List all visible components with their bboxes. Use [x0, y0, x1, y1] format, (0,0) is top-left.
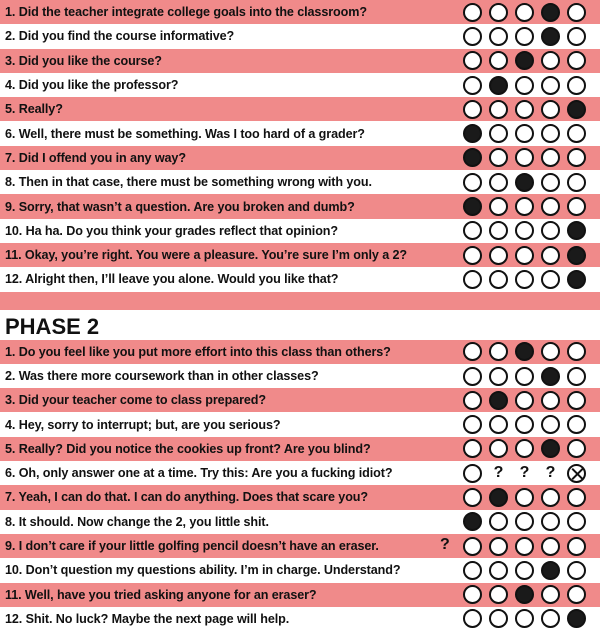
- answer-bubble[interactable]: [463, 246, 482, 265]
- answer-bubble[interactable]: [463, 415, 482, 434]
- answer-bubble[interactable]: [541, 512, 560, 531]
- question-row: [0, 461, 600, 485]
- answer-bubble[interactable]: [515, 100, 534, 119]
- filled-answer-bubble[interactable]: [463, 148, 482, 167]
- answer-bubble[interactable]: [489, 148, 508, 167]
- answer-bubbles: [460, 488, 586, 507]
- answer-bubble[interactable]: [567, 148, 586, 167]
- answer-bubble[interactable]: [515, 367, 534, 386]
- question-text: 11. Okay, you’re right. You were a pleasure. You’re sure I’m only a 2?: [5, 248, 407, 263]
- answer-bubble[interactable]: [489, 27, 508, 46]
- answer-bubble[interactable]: [515, 391, 534, 410]
- question-text: 9. I don’t care if your little golfing pencil doesn’t have an eraser.: [5, 539, 379, 554]
- answer-bubble[interactable]: [489, 512, 508, 531]
- answer-bubbles: [460, 537, 586, 556]
- answer-bubble[interactable]: [541, 609, 560, 628]
- filled-answer-bubble[interactable]: [541, 27, 560, 46]
- answer-bubble[interactable]: [489, 100, 508, 119]
- question-mark-icon[interactable]: ?: [493, 464, 504, 482]
- question-row: [0, 558, 600, 582]
- answer-bubble[interactable]: [489, 585, 508, 604]
- answer-bubble[interactable]: [463, 27, 482, 46]
- answer-bubbles: [460, 464, 586, 483]
- answer-bubble[interactable]: [541, 537, 560, 556]
- answer-bubble[interactable]: [567, 415, 586, 434]
- answer-bubble[interactable]: [489, 124, 508, 143]
- filled-answer-bubble[interactable]: [463, 197, 482, 216]
- answer-bubbles: [460, 51, 586, 70]
- answer-bubble[interactable]: [567, 585, 586, 604]
- answer-bubble[interactable]: [463, 173, 482, 192]
- answer-bubble[interactable]: [541, 585, 560, 604]
- question-row: [0, 340, 600, 364]
- answer-bubble[interactable]: [489, 246, 508, 265]
- question-row: [0, 267, 600, 291]
- question-mark-icon[interactable]: ?: [545, 464, 556, 482]
- answer-bubble[interactable]: [567, 197, 586, 216]
- answer-bubble[interactable]: [515, 512, 534, 531]
- question-mark-icon[interactable]: ?: [519, 464, 530, 482]
- answer-bubbles: [460, 124, 586, 143]
- answer-bubble[interactable]: [463, 561, 482, 580]
- question-text: 2. Did you find the course informative?: [5, 29, 235, 44]
- question-row: [0, 364, 600, 388]
- answer-bubble[interactable]: [515, 609, 534, 628]
- answer-bubble[interactable]: [463, 100, 482, 119]
- answer-bubble[interactable]: [489, 439, 508, 458]
- question-text: 12. Alright then, I’ll leave you alone. Would you like that?: [5, 272, 339, 287]
- filled-answer-bubble[interactable]: [463, 124, 482, 143]
- answer-bubble[interactable]: [515, 561, 534, 580]
- question-text: 4. Hey, sorry to interrupt; but, are you serious?: [5, 417, 281, 432]
- question-row: [0, 0, 600, 24]
- answer-bubble[interactable]: [567, 27, 586, 46]
- answer-bubbles: [460, 246, 586, 265]
- answer-bubble[interactable]: [541, 270, 560, 289]
- answer-bubble[interactable]: [567, 342, 586, 361]
- question-row: [0, 243, 600, 267]
- question-text: 6. Well, there must be something. Was I too hard of a grader?: [5, 126, 365, 141]
- answer-bubble[interactable]: [489, 173, 508, 192]
- answer-bubble[interactable]: [515, 76, 534, 95]
- answer-bubble[interactable]: [463, 464, 482, 483]
- question-row: [0, 194, 600, 218]
- question-text: 9. Sorry, that wasn’t a question. Are you broken and dumb?: [5, 199, 355, 214]
- section-divider: [0, 292, 600, 310]
- answer-bubble[interactable]: [541, 391, 560, 410]
- question-text: 1. Do you feel like you put more effort into this class than others?: [5, 344, 391, 359]
- answer-bubble[interactable]: [515, 221, 534, 240]
- question-text: 6. Oh, only answer one at a time. Try this: Are you a fucking idiot?: [5, 466, 393, 481]
- filled-answer-bubble[interactable]: [567, 221, 586, 240]
- answer-bubble[interactable]: [567, 512, 586, 531]
- question-row: [0, 388, 600, 412]
- answer-bubble[interactable]: [567, 3, 586, 22]
- phase-2-title: PHASE 2: [0, 310, 600, 340]
- answer-bubble[interactable]: [515, 439, 534, 458]
- answer-bubble[interactable]: [541, 148, 560, 167]
- answer-bubble[interactable]: [463, 342, 482, 361]
- filled-answer-bubble[interactable]: [541, 439, 560, 458]
- answer-bubble[interactable]: [515, 488, 534, 507]
- filled-answer-bubble[interactable]: [489, 391, 508, 410]
- question-row: [0, 121, 600, 145]
- answer-bubble[interactable]: [489, 342, 508, 361]
- question-text: 10. Ha ha. Do you think your grades reflect that opinion?: [5, 223, 338, 238]
- filled-answer-bubble[interactable]: [567, 100, 586, 119]
- phase-2-section: [0, 340, 600, 632]
- question-text: 1. Did the teacher integrate college goals into the classroom?: [5, 5, 367, 20]
- answer-bubble[interactable]: [515, 3, 534, 22]
- answer-bubble[interactable]: [489, 561, 508, 580]
- question-text: 5. Really?: [5, 102, 63, 117]
- answer-bubble[interactable]: [463, 3, 482, 22]
- question-row: [0, 73, 600, 97]
- answer-bubbles: [460, 439, 586, 458]
- question-text: 3. Did your teacher come to class prepared?: [5, 393, 266, 408]
- answer-bubble[interactable]: [515, 415, 534, 434]
- answer-bubbles: [460, 3, 586, 22]
- answer-bubble[interactable]: [541, 342, 560, 361]
- answer-bubble[interactable]: [463, 221, 482, 240]
- answer-bubble[interactable]: [515, 27, 534, 46]
- question-text: 7. Did I offend you in any way?: [5, 150, 186, 165]
- answer-bubble[interactable]: [463, 76, 482, 95]
- answer-bubble[interactable]: [541, 173, 560, 192]
- question-row: [0, 534, 600, 558]
- filled-answer-bubble[interactable]: [515, 585, 534, 604]
- answer-bubble[interactable]: [463, 270, 482, 289]
- question-row: [0, 97, 600, 121]
- question-text: 3. Did you like the course?: [5, 53, 162, 68]
- answer-bubble[interactable]: [541, 51, 560, 70]
- answer-bubble[interactable]: [515, 148, 534, 167]
- question-row: [0, 412, 600, 436]
- answer-bubble[interactable]: [541, 246, 560, 265]
- question-row: [0, 49, 600, 73]
- answer-bubbles: [460, 221, 586, 240]
- question-row: [0, 437, 600, 461]
- answer-bubble[interactable]: [541, 197, 560, 216]
- answer-bubble[interactable]: [489, 51, 508, 70]
- filled-answer-bubble[interactable]: [515, 173, 534, 192]
- answer-bubbles: [460, 585, 586, 604]
- answer-bubble[interactable]: [567, 561, 586, 580]
- answer-bubble[interactable]: [567, 439, 586, 458]
- phase-1-section: [0, 0, 600, 292]
- question-text: 7. Yeah, I can do that. I can do anything. Does that scare you?: [5, 490, 368, 505]
- answer-bubble[interactable]: [515, 197, 534, 216]
- answer-bubble[interactable]: [463, 367, 482, 386]
- question-row: [0, 510, 600, 534]
- answer-bubble[interactable]: [463, 609, 482, 628]
- answer-bubbles: [460, 270, 586, 289]
- question-row: [0, 170, 600, 194]
- filled-answer-bubble[interactable]: [567, 609, 586, 628]
- question-text: 8. Then in that case, there must be something wrong with you.: [5, 175, 372, 190]
- answer-bubble[interactable]: [541, 76, 560, 95]
- answer-bubble[interactable]: [463, 391, 482, 410]
- filled-answer-bubble[interactable]: [567, 246, 586, 265]
- filled-answer-bubble[interactable]: [489, 488, 508, 507]
- question-row: [0, 219, 600, 243]
- answer-bubble[interactable]: [567, 173, 586, 192]
- answer-bubble[interactable]: [463, 488, 482, 507]
- answer-bubbles: [460, 561, 586, 580]
- filled-answer-bubble[interactable]: [515, 51, 534, 70]
- answer-bubbles: [460, 512, 586, 531]
- question-row: [0, 583, 600, 607]
- answer-bubbles: [460, 76, 586, 95]
- answer-bubble[interactable]: [515, 124, 534, 143]
- answer-bubble[interactable]: [567, 391, 586, 410]
- filled-answer-bubble[interactable]: [567, 270, 586, 289]
- filled-answer-bubble[interactable]: [541, 561, 560, 580]
- answer-bubbles: [460, 415, 586, 434]
- answer-bubbles: [460, 609, 586, 628]
- question-row: [0, 146, 600, 170]
- answer-bubble[interactable]: [489, 3, 508, 22]
- answer-bubble[interactable]: [463, 439, 482, 458]
- answer-bubbles: [460, 197, 586, 216]
- answer-bubble[interactable]: [515, 270, 534, 289]
- answer-bubbles: [460, 173, 586, 192]
- answer-bubble[interactable]: [541, 124, 560, 143]
- answer-bubble[interactable]: [489, 415, 508, 434]
- answer-bubble[interactable]: [489, 197, 508, 216]
- answer-bubble[interactable]: [541, 100, 560, 119]
- answer-bubble[interactable]: [567, 51, 586, 70]
- answer-bubble[interactable]: [567, 124, 586, 143]
- question-text: 4. Did you like the professor?: [5, 78, 179, 93]
- question-row: [0, 607, 600, 631]
- filled-answer-bubble[interactable]: [541, 367, 560, 386]
- question-text: 2. Was there more coursework than in other classes?: [5, 369, 319, 383]
- answer-bubble[interactable]: [541, 488, 560, 507]
- filled-answer-bubble[interactable]: [515, 342, 534, 361]
- answer-bubble[interactable]: [463, 585, 482, 604]
- filled-answer-bubble[interactable]: [489, 76, 508, 95]
- answer-bubble[interactable]: [463, 51, 482, 70]
- answer-bubble[interactable]: [489, 537, 508, 556]
- answer-bubbles: [460, 27, 586, 46]
- answer-bubbles: [460, 342, 586, 361]
- answer-bubble[interactable]: [541, 415, 560, 434]
- question-text: 5. Really? Did you notice the cookies up front? Are you blind?: [5, 441, 371, 456]
- answer-bubble[interactable]: [489, 367, 508, 386]
- answer-bubble[interactable]: [567, 488, 586, 507]
- question-text: 11. Well, have you tried asking anyone for an eraser?: [5, 587, 317, 602]
- crossed-out-bubble-icon[interactable]: [567, 464, 586, 483]
- question-row: [0, 24, 600, 48]
- answer-bubbles: [460, 367, 586, 386]
- question-mark-icon: ?: [440, 535, 450, 553]
- answer-bubbles: [460, 391, 586, 410]
- answer-bubbles: [460, 148, 586, 167]
- answer-bubble[interactable]: [541, 221, 560, 240]
- answer-bubble[interactable]: [567, 367, 586, 386]
- question-text: 8. It should. Now change the 2, you little shit.: [5, 514, 269, 529]
- answer-bubbles: [460, 100, 586, 119]
- answer-bubble[interactable]: [489, 270, 508, 289]
- question-row: [0, 485, 600, 509]
- answer-bubble[interactable]: [463, 537, 482, 556]
- filled-answer-bubble[interactable]: [541, 3, 560, 22]
- answer-bubble[interactable]: [489, 609, 508, 628]
- filled-answer-bubble[interactable]: [463, 512, 482, 531]
- answer-bubble[interactable]: [515, 537, 534, 556]
- answer-bubble[interactable]: [515, 246, 534, 265]
- answer-bubble[interactable]: [489, 221, 508, 240]
- answer-bubble[interactable]: [567, 76, 586, 95]
- question-text: 10. Don’t question my questions ability. I’m in charge. Understand?: [5, 563, 401, 578]
- question-text: 12. Shit. No luck? Maybe the next page will help.: [5, 611, 290, 626]
- answer-bubble[interactable]: [567, 537, 586, 556]
